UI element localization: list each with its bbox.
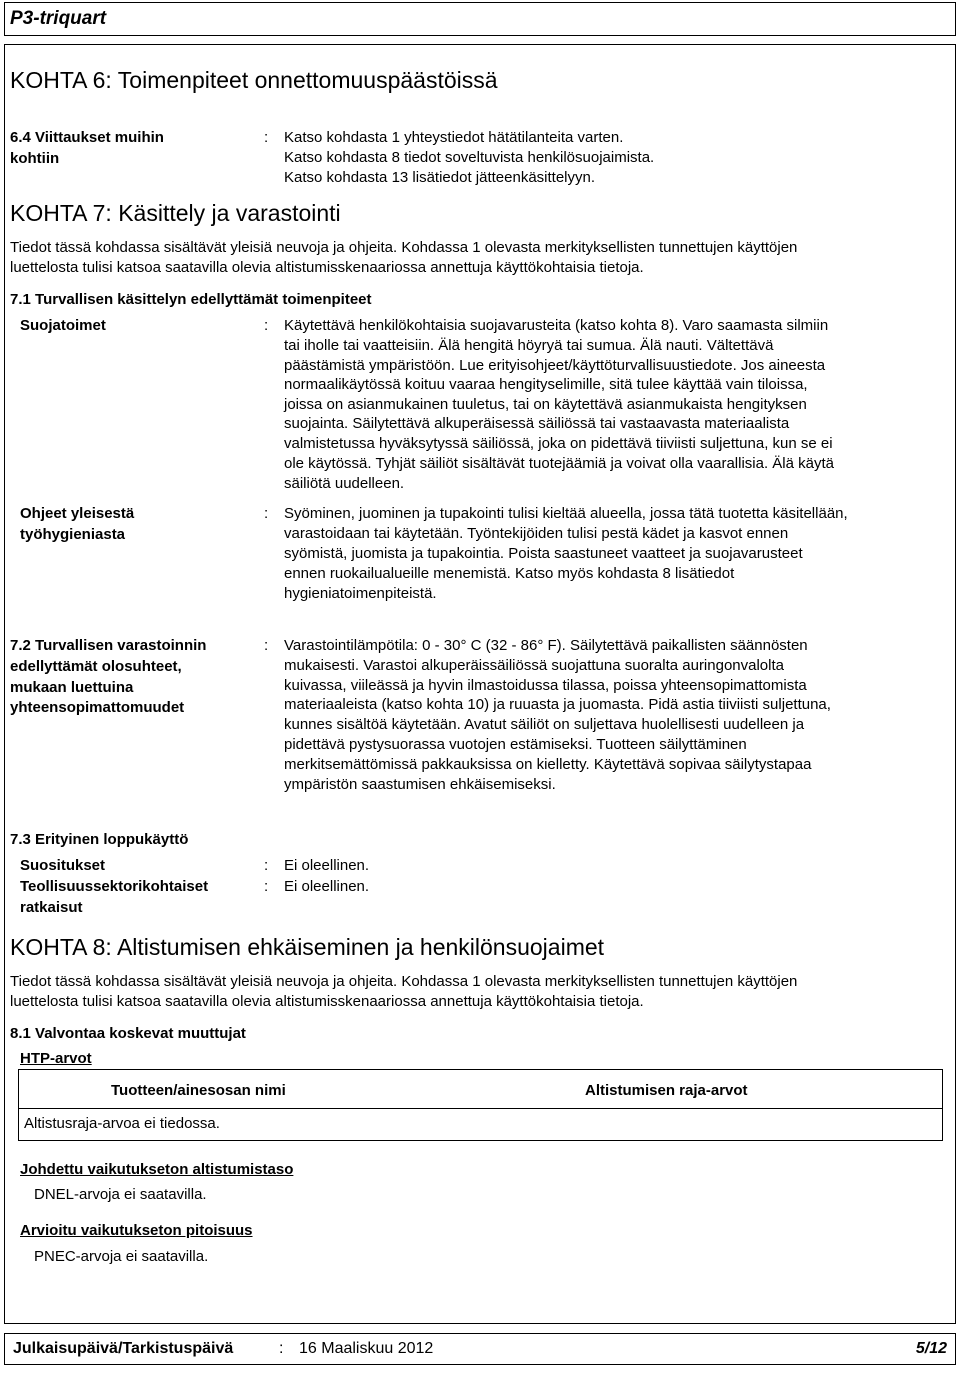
hygiene-line-4: ennen ruokailualueille menemistä. Katso myös kohdasta 8 lisätiedot (284, 565, 735, 582)
hygiene-line-2: varastoidaan tai käytetään. Työntekijöiden tulisi pestä kädet ja kasvot ennen (284, 525, 789, 542)
s8-intro-line-1: Tiedot tässä kohdassa sisältävät yleisiä neuvoja ja ohjeita. Kohdassa 1 olevasta merkityksellisten tunnettujen käyttöjen (10, 973, 798, 990)
protect-line-3: päästämistä ympäristöön. Lue erityisohjeet/käyttöturvallisuustiedote. Jos aineesta (284, 357, 826, 374)
pnec-text: PNEC-arvoja ei saatavilla. (34, 1248, 209, 1265)
s72-label-line-3: mukaan luettuina (10, 679, 134, 696)
s64-text-line-1: Katso kohdasta 1 yhteystiedot hätätilanteita varten. (284, 129, 624, 146)
s72-colon: : (264, 637, 269, 654)
footer-colon: : (279, 1340, 284, 1357)
s72-line-4: materiaaleista (katso kohta 10) ja ruuasta ja juomasta. Pidä astia tiiviisti suljettuna, (284, 696, 831, 713)
industry-label-line-1: Teollisuussektorikohtaiset (20, 878, 209, 895)
htp-heading: HTP-arvot (20, 1050, 92, 1067)
s64-text-line-3: Katso kohdasta 13 lisätiedot jätteenkäsittelyyn. (284, 169, 596, 186)
footer-date: 16 Maaliskuu 2012 (299, 1340, 434, 1357)
hygiene-label-line-2: työhygieniasta (20, 526, 126, 543)
s72-line-5: kunnes sisältöä käytetään. Avatut säiliöt on suljettava huolellisesti uudelleen ja (284, 716, 805, 733)
pnec-heading: Arvioitu vaikutukseton pitoisuus (20, 1222, 253, 1239)
protect-line-1: Käytettävä henkilökohtaisia suojavarusteita (katso kohta 8). Varo saamasta silmiin (284, 317, 829, 334)
industry-label-line-2: ratkaisut (20, 899, 83, 916)
protect-colon: : (264, 317, 269, 334)
s64-text-line-2: Katso kohdasta 8 tiedot soveltuvista henkilösuojaimista. (284, 149, 655, 166)
table-header-divider (19, 1108, 942, 1109)
recommendation-colon: : (264, 857, 269, 874)
page-number: 5/12 (915, 1340, 947, 1357)
footer-date-label: Julkaisupäivä/Tarkistuspäivä (13, 1340, 234, 1357)
s72-label-line-4: yhteensopimattomuudet (10, 699, 185, 716)
hygiene-line-3: syömistä, juomista ja tupakointia. Poista saastuneet vaatteet ja suojavarusteet (284, 545, 803, 562)
s71-title: 7.1 Turvallisen käsittelyn edellyttämät toimenpiteet (10, 291, 372, 308)
s72-line-7: merkitsemättömissä pakkauksissa on kielletty. Käytettävä sopivaa säilytystapaa (284, 756, 812, 773)
dnel-heading: Johdettu vaikutukseton altistumistaso (20, 1161, 294, 1178)
section-6-title: KOHTA 6: Toimenpiteet onnettomuuspäästöissä (10, 67, 498, 93)
s72-line-6: pidettävä pystysuorassa vuotojen estämiseksi. Tuotteen säilyttäminen (284, 736, 747, 753)
s72-label-line-1: 7.2 Turvallisen varastoinnin (10, 637, 207, 654)
dnel-text: DNEL-arvoja ei saatavilla. (34, 1186, 207, 1203)
table-empty-row: Altistusraja-arvoa ei tiedossa. (24, 1115, 220, 1132)
footer-bar (4, 1333, 956, 1365)
protect-line-5: joissa on asianmukainen tuuletus, tai on käytettävä asianmukaista hengityksen (284, 396, 807, 413)
s7-intro-line-2: luettelosta tulisi katsoa saatavilla olevia altistumisskenaariossa annettuja käyttökohtaisia tietoja. (10, 259, 644, 276)
s64-label-line-1: 6.4 Viittaukset muihin (10, 129, 164, 146)
table-header-limits: Altistumisen raja-arvot (585, 1082, 748, 1099)
exposure-limits-table (18, 1069, 943, 1141)
document-title: P3-triquart (10, 8, 107, 29)
s64-colon: : (264, 129, 269, 146)
hygiene-line-5: hygieniatoimenpiteistä. (284, 585, 437, 602)
s7-intro-line-1: Tiedot tässä kohdassa sisältävät yleisiä neuvoja ja ohjeita. Kohdassa 1 olevasta merkityksellisten tunnettujen käyttöjen (10, 239, 798, 256)
s73-title: 7.3 Erityinen loppukäyttö (10, 831, 189, 848)
hygiene-line-1: Syöminen, juominen ja tupakointi tulisi kieltää alueella, jossa tätä tuotetta käsitellään, (284, 505, 848, 522)
protect-line-4: normaalikäytössä koituu vaaraa hengityselimille, sitä tulee käyttää vain tiloissa, (284, 376, 808, 393)
industry-value: Ei oleellinen. (284, 878, 370, 895)
section-8-title: KOHTA 8: Altistumisen ehkäiseminen ja henkilönsuojaimet (10, 934, 605, 960)
s72-line-1: Varastointilämpötila: 0 - 30° C (32 - 86° F). Säilytettävä paikallisten säännösten (284, 637, 808, 654)
s8-intro-line-2: luettelosta tulisi katsoa saatavilla olevia altistumisskenaariossa annettuja käyttökohtaisia tietoja. (10, 993, 644, 1010)
hygiene-colon: : (264, 505, 269, 522)
industry-colon: : (264, 878, 269, 895)
s72-line-2: mukaisesti. Varastoi alkuperäissäiliössä suojattuna suoralta auringonvalolta (284, 657, 784, 674)
protect-line-9: säiliötä uudelleen. (284, 475, 405, 492)
s81-title: 8.1 Valvontaa koskevat muuttujat (10, 1025, 246, 1042)
recommendation-value: Ei oleellinen. (284, 857, 370, 874)
s72-label-line-2: edellyttämät olosuhteet, (10, 658, 182, 675)
protect-line-8: ole käytössä. Tyhjät säiliöt sisältävät tuotejäämiä ja voivat olla vaarallisia. Älä käytä (284, 455, 834, 472)
table-header-product: Tuotteen/ainesosan nimi (111, 1082, 286, 1099)
s72-line-3: kuivassa, viileässä ja hyvin ilmastoidussa tilassa, poissa yhteensopimattomista (284, 677, 807, 694)
s64-label-line-2: kohtiin (10, 150, 60, 167)
protect-line-7: valmistetussa hyväksytyssä säiliössä, joka on pidettävä tiiviisti suljettuna, kun se ei (284, 435, 833, 452)
protect-line-6: suojainta. Säilytettävä alkuperäisessä säiliössä tai vastaavasta materiaalista (284, 415, 790, 432)
hygiene-label-line-1: Ohjeet yleisestä (20, 505, 135, 522)
header-bar (4, 2, 956, 36)
section-7-title: KOHTA 7: Käsittely ja varastointi (10, 200, 341, 226)
recommendation-label: Suositukset (20, 857, 106, 874)
protect-label: Suojatoimet (20, 317, 106, 334)
protect-line-2: tai iholle tai vaatteisiin. Älä hengitä höyryä tai sumua. Älä nauti. Vältettävä (284, 337, 774, 354)
s72-line-8: ympäristön saastumisen ehkäisemiseksi. (284, 776, 556, 793)
